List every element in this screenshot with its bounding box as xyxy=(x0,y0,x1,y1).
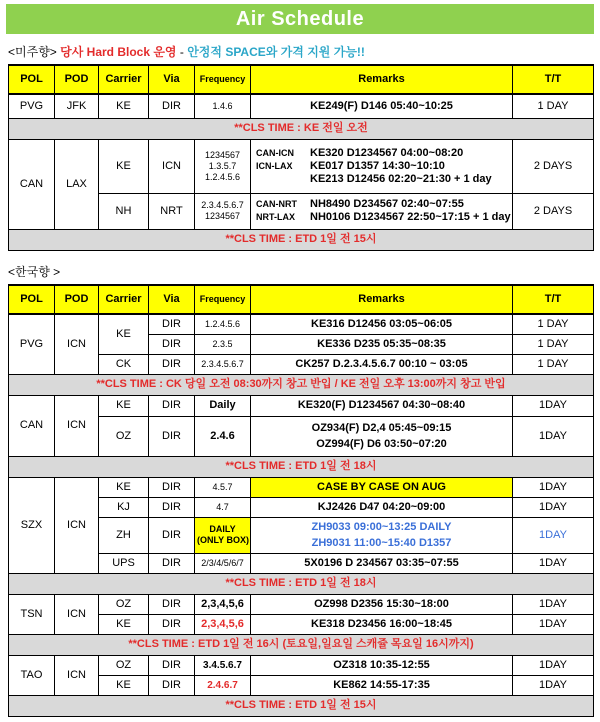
cell-via: DIR xyxy=(149,477,195,497)
header-carrier: Carrier xyxy=(99,285,149,314)
cell-remarks xyxy=(251,416,513,456)
cls-time-row xyxy=(9,573,594,594)
cls-time-text: **CLS TIME : CK 당일 오전 08:30까지 창고 반입 / KE 전일 오후 13:00까지 창고 반입 xyxy=(9,374,594,395)
remark-line xyxy=(256,147,510,160)
cell-pod: ICN xyxy=(55,395,99,456)
cell-remarks: KE336 D235 05:35~08:35 xyxy=(251,334,513,354)
freq-line: 1234567 xyxy=(204,149,241,160)
us-label-support: 안정적 SPACE와 가격 지원 가능!! xyxy=(187,45,365,59)
header-via: Via xyxy=(149,285,195,314)
cell-pod: ICN xyxy=(55,655,99,695)
flight-text: NH8490 D234567 02:40~07:55 xyxy=(310,198,464,210)
table-row xyxy=(9,655,594,675)
us-label-dash: - xyxy=(176,45,188,59)
cell-tt: 1DAY xyxy=(513,614,594,634)
cell-pol: CAN xyxy=(9,139,55,229)
header-via: Via xyxy=(149,65,195,94)
cell-remarks: KE318 D23456 16:00~18:45 xyxy=(251,614,513,634)
cell-tt: 1DAY xyxy=(513,395,594,416)
cell-tt: 1DAY xyxy=(513,477,594,497)
cell-remarks: OZ998 D2356 15:30~18:00 xyxy=(251,594,513,614)
cell-carrier: OZ xyxy=(99,594,149,614)
table-row xyxy=(9,395,594,416)
remark-line xyxy=(256,211,510,224)
cell-frequency xyxy=(195,139,251,193)
cell-tt: 1 DAY xyxy=(513,314,594,334)
cell-frequency: 4.7 xyxy=(195,497,251,517)
cell-frequency: 2,3,4,5,6 xyxy=(195,594,251,614)
cell-via: DIR xyxy=(149,594,195,614)
remark-line: OZ934(F) D2,4 05:45~09:15 xyxy=(311,421,452,434)
cell-remarks: OZ318 10:35-12:55 xyxy=(251,655,513,675)
cell-tt: 1DAY xyxy=(513,594,594,614)
cls-time-text: **CLS TIME : ETD 1일 전 18시 xyxy=(9,573,594,594)
cell-tt: 1DAY xyxy=(513,655,594,675)
cell-frequency: 1.4.6 xyxy=(195,94,251,118)
cell-frequency xyxy=(195,517,251,553)
cell-carrier: UPS xyxy=(99,553,149,573)
remark-line xyxy=(256,173,510,186)
cell-remarks: CASE BY CASE ON AUG xyxy=(251,477,513,497)
cell-frequency xyxy=(195,193,251,229)
cell-via: DIR xyxy=(149,334,195,354)
header-remarks: Remarks xyxy=(251,65,513,94)
cell-carrier: ZH xyxy=(99,517,149,553)
cell-tt: 2 DAYS xyxy=(513,193,594,229)
kr-header-row xyxy=(9,285,594,314)
cell-frequency: 3.4.5.6.7 xyxy=(195,655,251,675)
cell-pol: PVG xyxy=(9,314,55,374)
cell-frequency: 4.5.7 xyxy=(195,477,251,497)
cell-frequency: 2.3.5 xyxy=(195,334,251,354)
cell-via: DIR xyxy=(149,614,195,634)
table-row xyxy=(9,139,594,193)
cell-tt: 1DAY xyxy=(513,675,594,695)
cell-carrier: KE xyxy=(99,94,149,118)
cell-frequency: Daily xyxy=(195,395,251,416)
cell-carrier: CK xyxy=(99,354,149,374)
cell-via: ICN xyxy=(149,139,195,193)
header-remarks: Remarks xyxy=(251,285,513,314)
cell-pol: TAO xyxy=(9,655,55,695)
cell-frequency: 2.3.4.5.6.7 xyxy=(195,354,251,374)
cls-time-text: **CLS TIME : ETD 1일 전 18시 xyxy=(9,456,594,477)
cell-remarks: KE249(F) D146 05:40~10:25 xyxy=(251,94,513,118)
route-label: CAN-ICN xyxy=(256,147,294,158)
cell-tt: 1DAY xyxy=(513,517,594,553)
cell-pol: CAN xyxy=(9,395,55,456)
cell-carrier: OZ xyxy=(99,416,149,456)
cell-via: NRT xyxy=(149,193,195,229)
cell-carrier: KE xyxy=(99,139,149,193)
kr-schedule-table xyxy=(8,284,594,717)
cell-carrier: KE xyxy=(99,395,149,416)
cell-frequency: 2/3/4/5/6/7 xyxy=(195,553,251,573)
header-frequency: Frequency xyxy=(195,285,251,314)
cell-via: DIR xyxy=(149,314,195,334)
cell-frequency: 1.2.4.5.6 xyxy=(195,314,251,334)
cell-tt: 1 DAY xyxy=(513,94,594,118)
kr-section-label: <한국향 > xyxy=(8,265,61,279)
cell-carrier: NH xyxy=(99,193,149,229)
cell-tt: 1DAY xyxy=(513,553,594,573)
cell-remarks: 5X0196 D 234567 03:35~07:55 xyxy=(251,553,513,573)
cell-remarks xyxy=(251,517,513,553)
us-header-row xyxy=(9,65,594,94)
us-label-hardblock: 당사 Hard Block 운영 xyxy=(60,45,177,59)
table-row xyxy=(9,314,594,334)
cell-carrier: KE xyxy=(99,675,149,695)
us-label-prefix: <미주향> xyxy=(8,45,57,59)
freq-line: 1.3.5.7 xyxy=(208,160,237,171)
table-row xyxy=(9,477,594,497)
cell-via: DIR xyxy=(149,416,195,456)
cell-via: DIR xyxy=(149,354,195,374)
route-label: CAN-NRT xyxy=(256,199,297,209)
cell-tt: 1DAY xyxy=(513,497,594,517)
header-pol: POL xyxy=(9,285,55,314)
cls-time-row xyxy=(9,634,594,655)
cell-remarks: KE316 D12456 03:05~06:05 xyxy=(251,314,513,334)
cell-remarks: KJ2426 D47 04:20~09:00 xyxy=(251,497,513,517)
flight-text: KE320 D1234567 04:00~08:20 xyxy=(310,146,464,159)
us-section-label xyxy=(8,43,365,60)
cell-tt: 2 DAYS xyxy=(513,139,594,193)
freq-line: 1.2.4.5.6 xyxy=(204,171,241,182)
cls-time-text: **CLS TIME : KE 전일 오전 xyxy=(9,118,594,139)
remark-line: ZH9033 09:00~13:25 DAILY xyxy=(311,520,452,533)
cell-pod: ICN xyxy=(55,594,99,634)
cell-tt: 1DAY xyxy=(513,416,594,456)
header-tt: T/T xyxy=(513,285,594,314)
cell-via: DIR xyxy=(149,655,195,675)
cell-remarks: CK257 D.2.3.4.5.6.7 00:10 ~ 03:05 xyxy=(251,354,513,374)
cell-via: DIR xyxy=(149,553,195,573)
cls-time-row xyxy=(9,695,594,716)
header-frequency: Frequency xyxy=(195,65,251,94)
route-label: ICN-LAX xyxy=(256,160,293,171)
cell-carrier: KE xyxy=(99,477,149,497)
table-row xyxy=(9,94,594,118)
freq-line: 1234567 xyxy=(204,211,241,221)
cell-frequency: 2,3,4,5,6 xyxy=(195,614,251,634)
cls-time-text: **CLS TIME : ETD 1일 전 16시 (토요일,일요일 스캐쥴 목요일 16시까지) xyxy=(9,634,594,655)
cell-pol: TSN xyxy=(9,594,55,634)
header-pod: POD xyxy=(55,285,99,314)
cell-via: DIR xyxy=(149,517,195,553)
cell-carrier: KE xyxy=(99,314,149,354)
cell-via: DIR xyxy=(149,497,195,517)
freq-line: (ONLY BOX) xyxy=(197,535,250,545)
cell-frequency: 2.4.6 xyxy=(195,416,251,456)
cell-frequency: 2.4.6.7 xyxy=(195,675,251,695)
cell-tt: 1 DAY xyxy=(513,354,594,374)
page-title: Air Schedule xyxy=(6,4,594,34)
cell-carrier: OZ xyxy=(99,655,149,675)
cell-remarks xyxy=(251,139,513,193)
freq-line: DAILY xyxy=(209,524,236,534)
cell-carrier: KE xyxy=(99,614,149,634)
header-carrier: Carrier xyxy=(99,65,149,94)
remark-line: ZH9031 11:00~15:40 D1357 xyxy=(311,536,452,549)
cls-time-row xyxy=(9,456,594,477)
remark-line xyxy=(256,198,510,211)
cell-via: DIR xyxy=(149,94,195,118)
cls-time-row xyxy=(9,374,594,395)
flight-text: KE017 D1357 14:30~10:10 xyxy=(310,159,445,172)
cell-remarks: KE320(F) D1234567 04:30~08:40 xyxy=(251,395,513,416)
cell-remarks: KE862 14:55-17:35 xyxy=(251,675,513,695)
header-pol: POL xyxy=(9,65,55,94)
table-row xyxy=(9,594,594,614)
cls-time-text: **CLS TIME : ETD 1일 전 15시 xyxy=(9,695,594,716)
freq-line: 2.3.4.5.6.7 xyxy=(201,200,244,210)
cell-pod: ICN xyxy=(55,477,99,573)
remark-line xyxy=(256,160,510,173)
header-tt: T/T xyxy=(513,65,594,94)
cell-pol: PVG xyxy=(9,94,55,118)
cell-pod: ICN xyxy=(55,314,99,374)
cell-pod: JFK xyxy=(55,94,99,118)
cell-tt: 1 DAY xyxy=(513,334,594,354)
remark-line: OZ994(F) D6 03:50~07:20 xyxy=(316,437,447,450)
cell-carrier: KJ xyxy=(99,497,149,517)
cls-time-row xyxy=(9,229,594,250)
cell-remarks xyxy=(251,193,513,229)
cell-via: DIR xyxy=(149,675,195,695)
cell-via: DIR xyxy=(149,395,195,416)
cell-pol: SZX xyxy=(9,477,55,573)
route-label: NRT-LAX xyxy=(256,212,295,222)
flight-text: NH0106 D1234567 22:50~17:15 + 1 day xyxy=(310,211,511,223)
flight-text: KE213 D12456 02:20~21:30 + 1 day xyxy=(310,172,492,185)
header-pod: POD xyxy=(55,65,99,94)
cls-time-row xyxy=(9,118,594,139)
cell-pod: LAX xyxy=(55,139,99,229)
us-schedule-table xyxy=(8,64,594,251)
cls-time-text: **CLS TIME : ETD 1일 전 15시 xyxy=(9,229,594,250)
